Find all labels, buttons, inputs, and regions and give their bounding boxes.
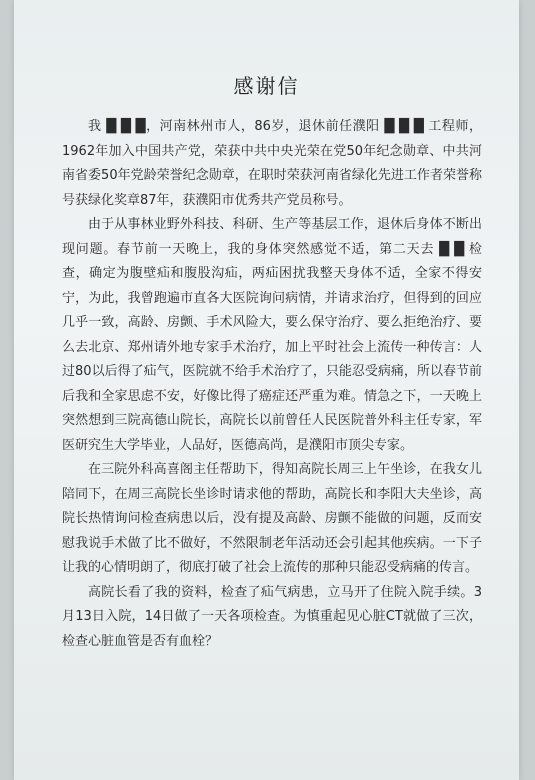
paragraph-intro: 我 █ █ █，河南林州市人，86岁，退休前任濮阳 █ █ █ 工程师，1962年加入中国共产党，荣获中共中央光荣在党50年纪念勋章、中共河南省委50年党龄荣誉纪念勋章，在职时荣获河南省绿化先进工作者荣誉称号获绿化奖章87年，获濮阳市优秀共产党员称号。 — [62, 119, 482, 208]
paragraph-illness: 由于从事林业野外科技、科研、生产等基层工作，退休后身体不断出现问题。春节前一天晚上，我的身体突然感觉不适，第二天去 █ █ 检查，确定为腹壁疝和腹股沟疝，两疝困扰我整天身体不适，全家不得安宁，为此，我曾跑遍市直各大医院询问病情，并请求治疗，但得到的回应几乎一致，高龄、房颤、手术风险大，要么保守治疗、要么拒绝治疗、要么去北京、郑州请外地专家手术治疗，加上平时社会上流传一种传言：人过80以后得了疝气，医院就不给手术治疗了，只能忍受病痛，所以春节前后我和全家思虑不安，好像比得了癌症还严重为难。情急之下，一天晚上突然想到三院高德山院长，高院长以前曾任人民医院普外科主任专家，军医研究生大学毕业，人品好，医德高尚，是濮阳市顶尖专家。 — [62, 217, 482, 453]
letter-title: 感谢信 — [233, 74, 300, 98]
paragraph-consultation: 在三院外科高喜阁主任帮助下，得知高院长周三上午坐诊，在我女儿陪同下，在周三高院长坐诊时请求他的帮助，高院长和李阳大夫坐诊，高院长热情询问检查病患以后，没有提及高龄、房颤不能做的问题，反而安慰我说手术做了比不做好，不然限制老年活动还会引起其他疾病。一下子让我的心情明朗了，彻底打破了社会上流传的那种只能忍受病痛的传言。 — [62, 462, 482, 575]
letter-body — [62, 115, 482, 654]
paragraph-admission: 高院长看了我的资料，检查了疝气病患，立马开了住院入院手续。3月13日入院，14日做了一天各项检查。为慎重起见心脏CT就做了三次，检查心脏血管是否有血栓？ — [62, 584, 482, 649]
letter-page — [14, 0, 519, 780]
